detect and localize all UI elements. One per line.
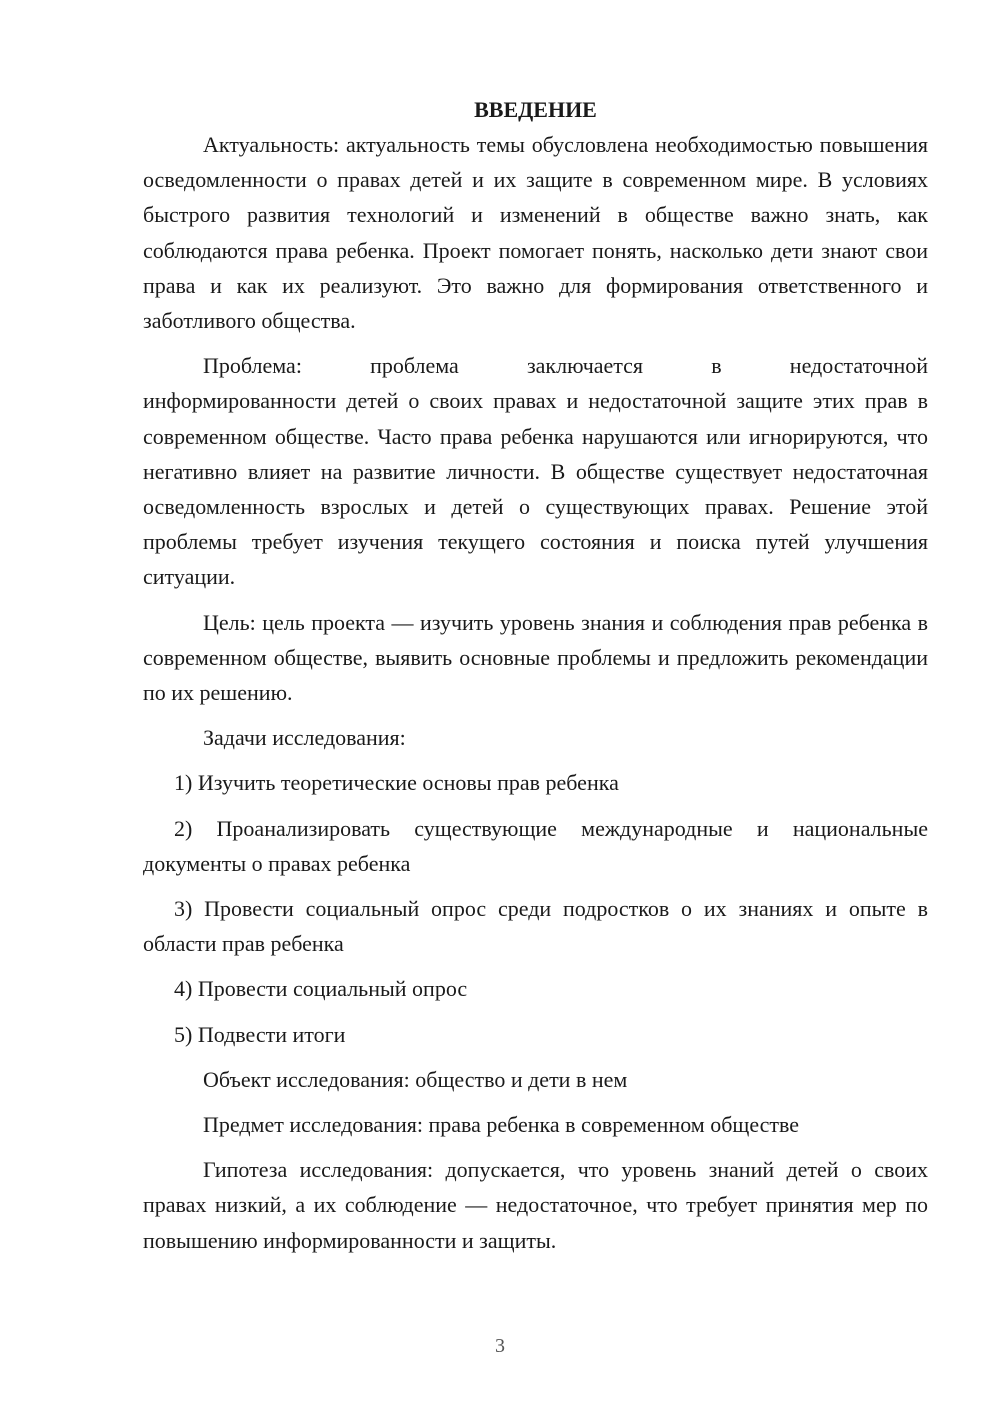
- paragraph-goal: Цель: цель проекта — изучить уровень знания и соблюдения прав ребенка в современном обществе, выявить основные проблемы и предложить рекомендации по их решению.: [143, 609, 928, 706]
- paragraph-problem-rest: информированности детей о своих правах и недостаточной защите этих прав в современном обществе. Часто права ребенка нарушаются или игнорируются, что негативно влияет на развитие личности. В обществе существует недостаточная осведомленность взрослых и детей о существующих правах. Решение этой проблемы требует изучения текущего состояния и поиска путей улучшения ситуации.: [143, 388, 928, 590]
- task-item-2: 2) Проанализировать существующие международные и национальные документы о правах ребенка: [143, 815, 928, 876]
- paragraph-problem-first-line: Проблема: проблема заключается в недостаточной: [203, 353, 928, 379]
- task-item-1: 1) Изучить теоретические основы прав ребенка: [174, 770, 619, 796]
- paragraph-subject: Предмет исследования: права ребенка в современном обществе: [203, 1112, 800, 1138]
- page-number: 3: [495, 1335, 505, 1357]
- paragraph-object: Объект исследования: общество и дети в нем: [203, 1066, 628, 1092]
- tasks-heading: Задачи исследования:: [203, 725, 406, 751]
- section-title: ВВЕДЕНИЕ: [474, 97, 597, 122]
- task-item-5: 5) Подвести итоги: [174, 1021, 346, 1047]
- task-item-4: 4) Провести социальный опрос: [174, 976, 468, 1002]
- document-page: [143, 90, 928, 1268]
- task-item-3: 3) Провести социальный опрос среди подростков о их знаниях и опыте в области прав ребенка: [143, 896, 928, 957]
- paragraph-relevance: Актуальность: актуальность темы обусловлена необходимостью повышения осведомленности о правах детей и их защите в современном мире. В условиях быстрого развития технологий и изменений в обществе важно знать, как соблюдаются права ребенка. Проект помогает понять, насколько дети знают свои права и как их реализуют. Это важно для формирования ответственного и заботливого общества.: [143, 132, 928, 334]
- paragraph-hypothesis: Гипотеза исследования: допускается, что уровень знаний детей о своих правах низкий, а их соблюдение — недостаточное, что требует принятия мер по повышению информированности и защиты.: [143, 1157, 928, 1253]
